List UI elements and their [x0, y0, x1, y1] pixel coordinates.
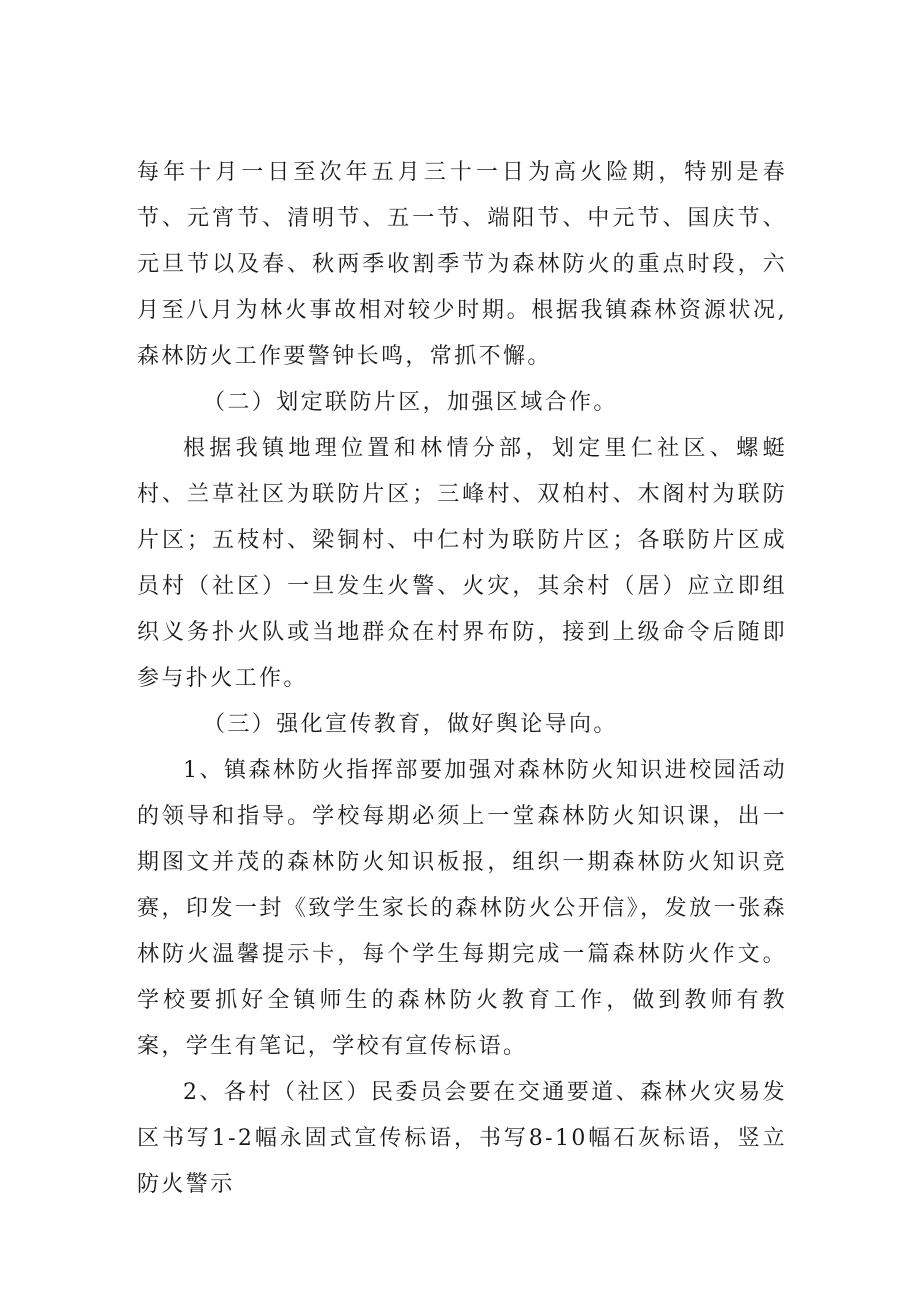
- paragraph-joint-defense-zones: 根据我镇地理位置和林情分部，划定里仁社区、螺蜓村、兰草社区为联防片区；三峰村、双柏村、木阁村为联防片区；五枝村、梁铜村、中仁村为联防片区；各联防片区成员村（社区）一旦发生火警、火灾，其余村（居）应立即组织义务扑火队或当地群众在村界布防，接到上级命令后随即参与扑火工作。: [137, 436, 787, 691]
- section-heading-publicity: （三）强化宣传教育，做好舆论导向。: [203, 712, 618, 737]
- section-heading-joint-defense: （二）划定联防片区，加强区域合作。: [203, 390, 618, 415]
- paragraph-fire-season: 每年十月一日至次年五月三十一日为高火险期，特别是春节、元宵节、清明节、五一节、端阳节、中元节、国庆节、元旦节以及春、秋两季收割季节为森林防火的重点时段，六月至八月为林火事故相对较少时期。根据我镇森林资源状况,森林防火工作要警钟长鸣，常抓不懈。: [137, 160, 787, 369]
- paragraph-village-slogans: 2、各村（社区）民委员会要在交通要道、森林火灾易发区书写1-2幅永固式宣传标语，书写8-10幅石灰标语，竖立防火警示: [137, 1080, 787, 1197]
- document-body: [137, 150, 787, 1208]
- paragraph-school-education: 1、镇森林防火指挥部要加强对森林防火知识进校园活动的领导和指导。学校每期必须上一堂森林防火知识课，出一期图文并茂的森林防火知识板报，组织一期森林防火知识竞赛，印发一封《致学生家长的森林防火公开信》，发放一张森林防火温馨提示卡，每个学生每期完成一篇森林防火作文。学校要抓好全镇师生的森林防火教育工作，做到教师有教案，学生有笔记，学校有宣传标语。: [137, 758, 787, 1059]
